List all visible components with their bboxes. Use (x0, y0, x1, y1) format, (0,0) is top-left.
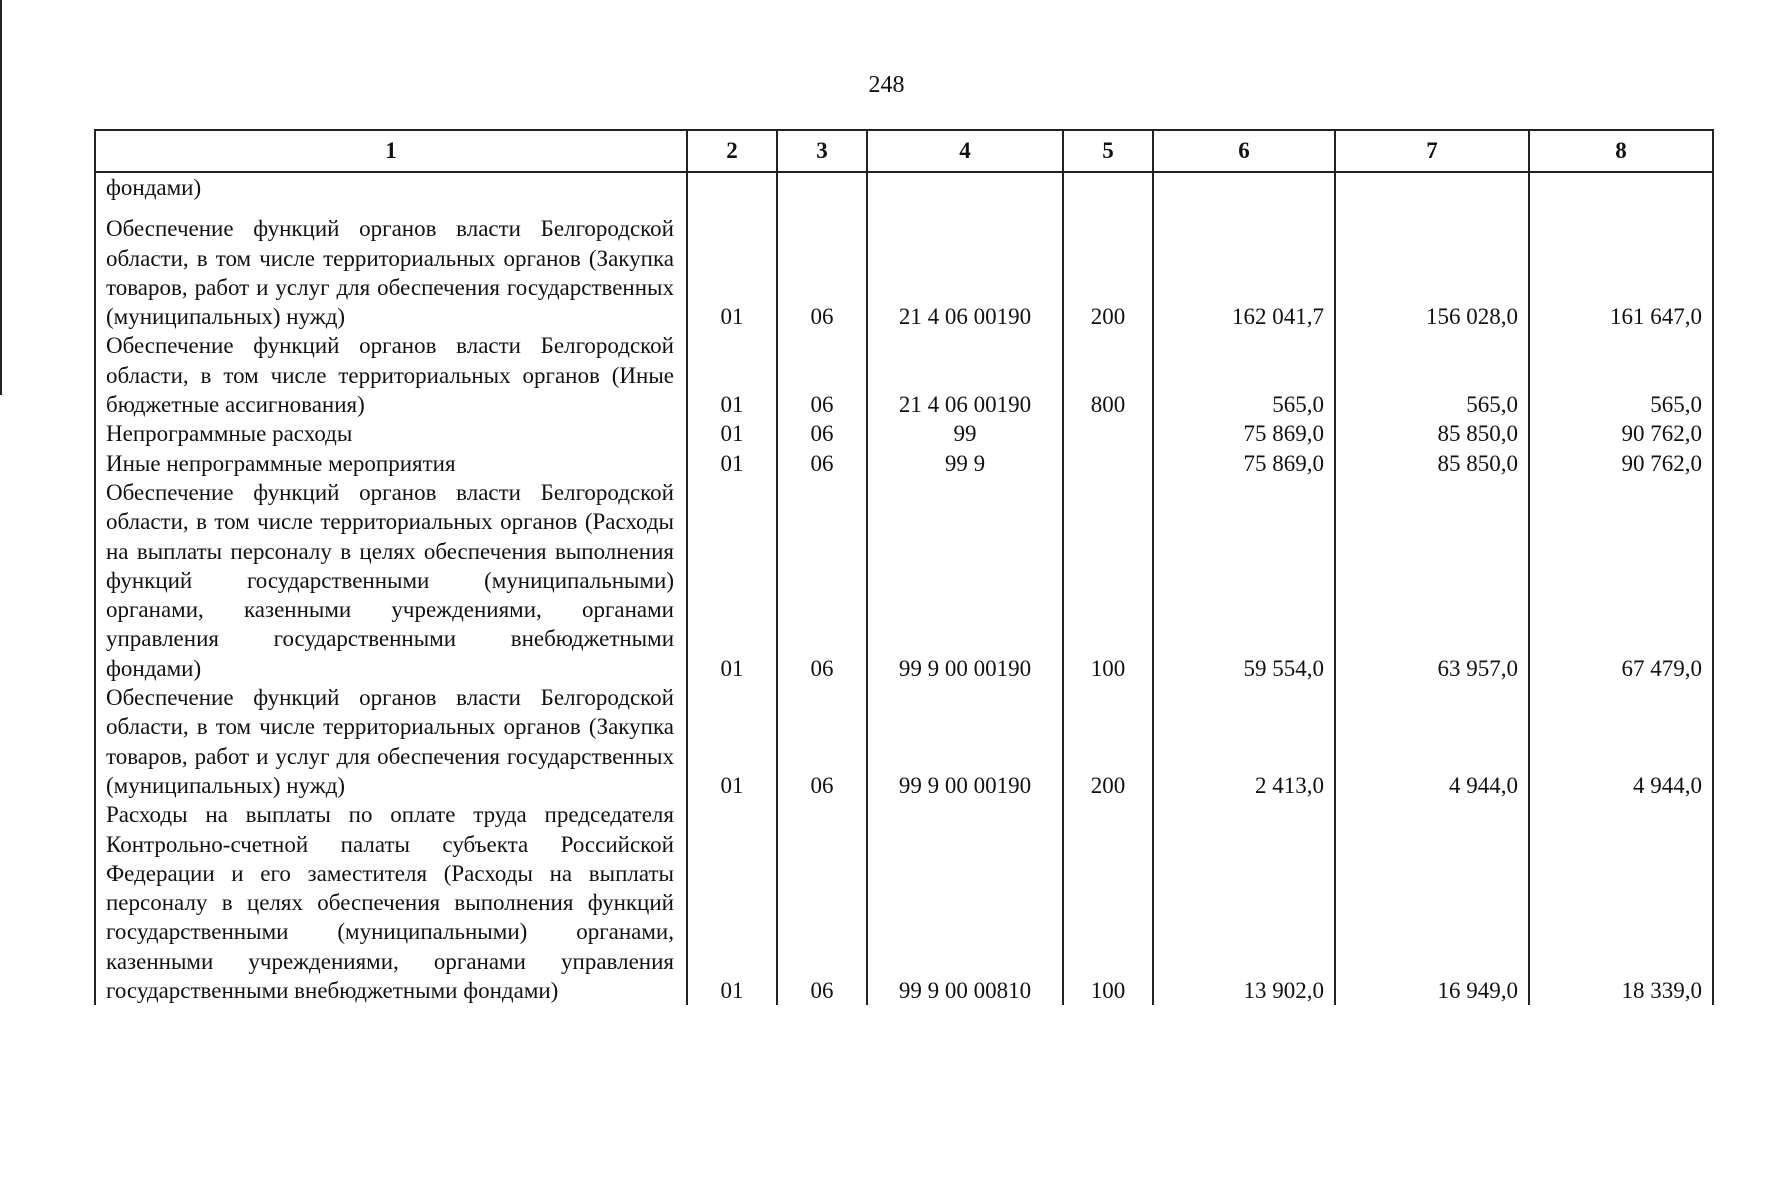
row-amount-col6: 2 413,0 (1153, 683, 1335, 800)
table-row (95, 331, 1713, 419)
column-header-1: 1 (95, 130, 687, 172)
row-subsection-code: 06 (777, 331, 867, 419)
table-header-row (95, 130, 1713, 172)
row-subsection-code: 06 (777, 419, 867, 448)
row-spacer (95, 202, 1713, 214)
row-subsection-code: 06 (777, 800, 867, 1005)
table-row (95, 172, 1713, 202)
row-amount-col7: 16 949,0 (1335, 800, 1529, 1005)
row-description: Обеспечение функций органов власти Белгородской области, в том числе территориальных органов (Иные бюджетные ассигнования) (95, 331, 687, 419)
row-amount-col8: 4 944,0 (1529, 683, 1713, 800)
column-header-5: 5 (1063, 130, 1153, 172)
row-amount-col6: 75 869,0 (1153, 419, 1335, 448)
column-header-8: 8 (1529, 130, 1713, 172)
page-number: 248 (868, 72, 905, 98)
table-row (95, 800, 1713, 1005)
row-section-code: 01 (687, 478, 777, 683)
row-amount-col7: 85 850,0 (1335, 449, 1529, 478)
column-header-7: 7 (1335, 130, 1529, 172)
row-subsection-code: 06 (777, 214, 867, 331)
row-target-article: 99 9 00 00810 (867, 800, 1063, 1005)
row-target-article: 99 9 00 00190 (867, 478, 1063, 683)
row-amount-col7 (1335, 172, 1529, 202)
column-header-3: 3 (777, 130, 867, 172)
row-description: Обеспечение функций органов власти Белгородской области, в том числе территориальных органов (Расходы на выплаты персоналу в целях обеспечения выполнения функций государственными (муниципальными) органами, казенными учреждениями, органами управления государственными внебюджетными фондами) (95, 478, 687, 683)
row-description: Обеспечение функций органов власти Белгородской области, в том числе территориальных органов (Закупка товаров, работ и услуг для обеспечения государственных (муниципальных) нужд) (95, 683, 687, 800)
row-description: Иные непрограммные мероприятия (95, 449, 687, 478)
row-description: фондами) (95, 172, 687, 202)
row-amount-col7: 85 850,0 (1335, 419, 1529, 448)
row-amount-col7: 156 028,0 (1335, 214, 1529, 331)
row-target-article: 99 9 00 00190 (867, 683, 1063, 800)
row-section-code: 01 (687, 331, 777, 419)
table-row (95, 419, 1713, 448)
row-amount-col8: 18 339,0 (1529, 800, 1713, 1005)
row-subsection-code: 06 (777, 449, 867, 478)
row-expense-type: 100 (1063, 478, 1153, 683)
row-section-code: 01 (687, 800, 777, 1005)
left-margin-rule (0, 0, 2, 395)
row-expense-type: 200 (1063, 683, 1153, 800)
row-expense-type (1063, 449, 1153, 478)
row-subsection-code: 06 (777, 683, 867, 800)
row-amount-col8: 565,0 (1529, 331, 1713, 419)
table-row (95, 478, 1713, 683)
row-description: Обеспечение функций органов власти Белгородской области, в том числе территориальных органов (Закупка товаров, работ и услуг для обеспечения государственных (муниципальных) нужд) (95, 214, 687, 331)
column-header-6: 6 (1153, 130, 1335, 172)
row-target-article (867, 172, 1063, 202)
row-amount-col6: 75 869,0 (1153, 449, 1335, 478)
row-subsection-code: 06 (777, 478, 867, 683)
row-description: Расходы на выплаты по оплате труда председателя Контрольно-счетной палаты субъекта Российской Федерации и его заместителя (Расходы на выплаты персоналу в целях обеспечения выполнения функций государственными (муниципальными) органами, казенными учреждениями, органами управления государственными внебюджетными фондами) (95, 800, 687, 1005)
row-amount-col6: 565,0 (1153, 331, 1335, 419)
row-amount-col8: 67 479,0 (1529, 478, 1713, 683)
row-expense-type: 200 (1063, 214, 1153, 331)
row-description: Непрограммные расходы (95, 419, 687, 448)
row-target-article: 99 (867, 419, 1063, 448)
row-expense-type (1063, 419, 1153, 448)
row-amount-col7: 565,0 (1335, 331, 1529, 419)
row-amount-col6: 59 554,0 (1153, 478, 1335, 683)
column-header-4: 4 (867, 130, 1063, 172)
row-target-article: 21 4 06 00190 (867, 214, 1063, 331)
row-subsection-code (777, 172, 867, 202)
row-section-code: 01 (687, 449, 777, 478)
table-row (95, 683, 1713, 800)
row-target-article: 21 4 06 00190 (867, 331, 1063, 419)
table-row (95, 449, 1713, 478)
row-amount-col6 (1153, 172, 1335, 202)
row-expense-type (1063, 172, 1153, 202)
row-expense-type: 100 (1063, 800, 1153, 1005)
row-amount-col6: 13 902,0 (1153, 800, 1335, 1005)
row-expense-type: 800 (1063, 331, 1153, 419)
row-section-code: 01 (687, 683, 777, 800)
row-section-code: 01 (687, 214, 777, 331)
table-row (95, 214, 1713, 331)
row-amount-col8: 90 762,0 (1529, 419, 1713, 448)
row-amount-col7: 63 957,0 (1335, 478, 1529, 683)
column-header-2: 2 (687, 130, 777, 172)
row-amount-col6: 162 041,7 (1153, 214, 1335, 331)
budget-table (94, 129, 1714, 1005)
row-section-code (687, 172, 777, 202)
row-amount-col8 (1529, 172, 1713, 202)
row-target-article: 99 9 (867, 449, 1063, 478)
row-amount-col8: 90 762,0 (1529, 449, 1713, 478)
row-amount-col7: 4 944,0 (1335, 683, 1529, 800)
row-section-code: 01 (687, 419, 777, 448)
row-amount-col8: 161 647,0 (1529, 214, 1713, 331)
